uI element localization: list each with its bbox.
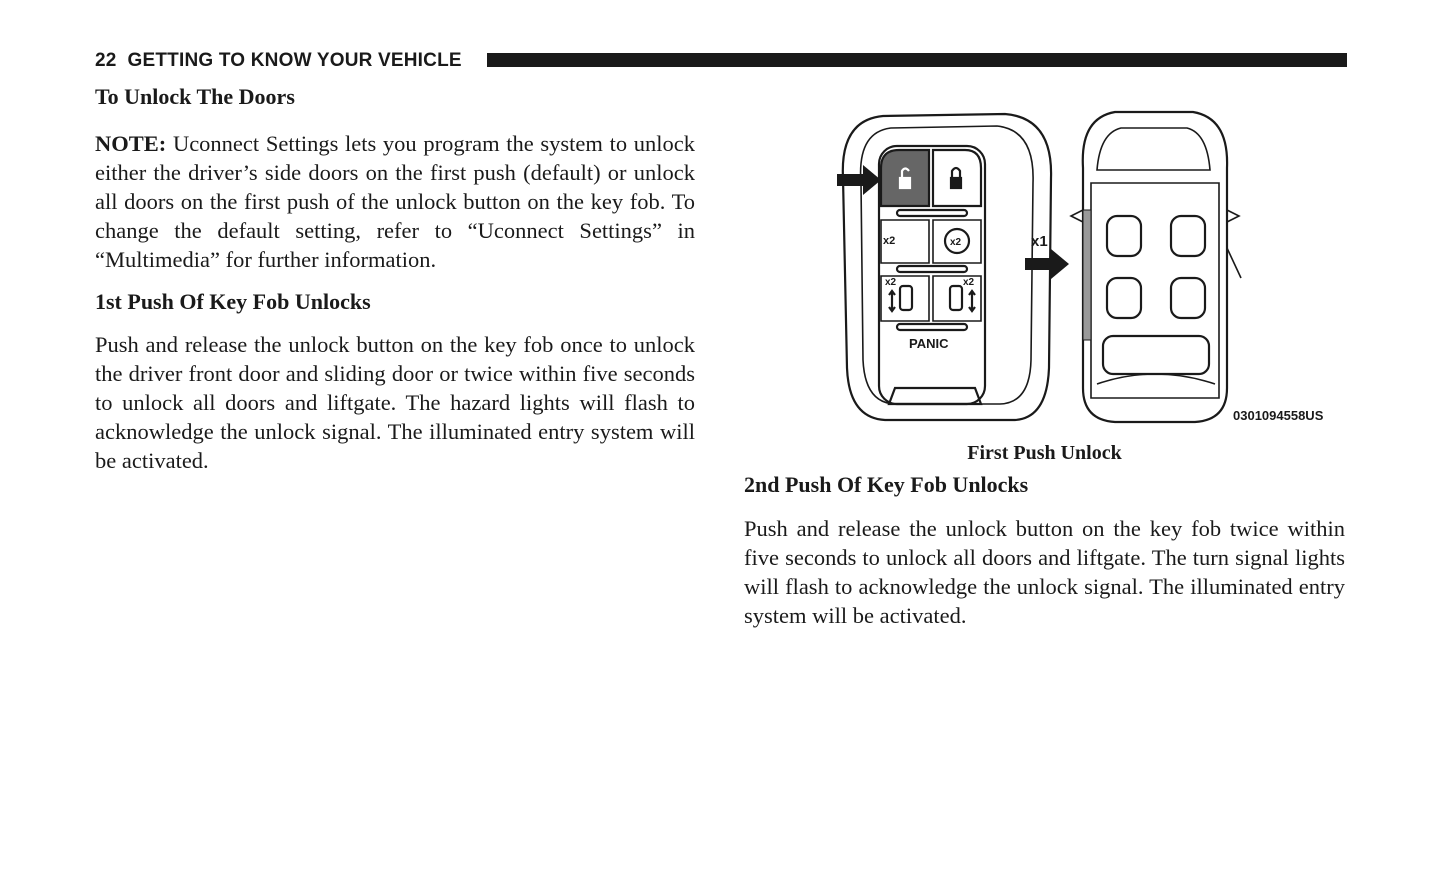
x2-label-1: x2 [883,235,896,247]
left-column [95,82,695,475]
x1-label: x1 [1031,233,1048,250]
page-number: 22 [95,50,117,71]
first-push-unlock-illustration [825,98,1345,433]
x2-label-3: x2 [885,277,897,288]
heading-unlock-doors: To Unlock The Doors [95,84,295,109]
x2-label-4: x2 [963,277,975,288]
header-rule [487,53,1347,67]
key-fob-figure [825,98,1345,433]
header-title [95,50,462,72]
note-label: NOTE: [95,131,167,156]
second-push-paragraph: Push and release the unlock button on the key fob twice within five seconds to unlock all doors and liftgate. The turn signal lights will flash to acknowledge the unlock signal. The illuminated entry system will be activated. [744,516,1345,628]
heading-second-push: 2nd Push Of Key Fob Unlocks [744,472,1029,497]
vehicle-outline [1083,112,1227,422]
section-title: GETTING TO KNOW YOUR VEHICLE [127,50,462,71]
panic-label: PANIC [909,336,949,351]
first-push-paragraph: Push and release the unlock button on the key fob once to unlock the driver front door and sliding door or twice within five seconds to unlock all doors and liftgate. The hazard lights will flash to acknowledge the unlock signal. The illuminated entry system will be activated. [95,332,695,473]
x2-label-2: x2 [950,237,962,248]
image-code: 0301094558US [1233,408,1324,423]
page-header [95,50,1347,72]
figure-caption: First Push Unlock [967,442,1122,464]
note-paragraph [95,129,695,274]
note-text: Uconnect Settings lets you program the system to unlock either the driver’s side doors on the first push (default) or unlock all doors on the first push of the unlock button on the key fob. To change the default setting, refer to “Uconnect Settings” in “Multimedia” for further information. [95,131,695,272]
heading-first-push: 1st Push Of Key Fob Unlocks [95,289,371,314]
right-column [744,470,1345,630]
